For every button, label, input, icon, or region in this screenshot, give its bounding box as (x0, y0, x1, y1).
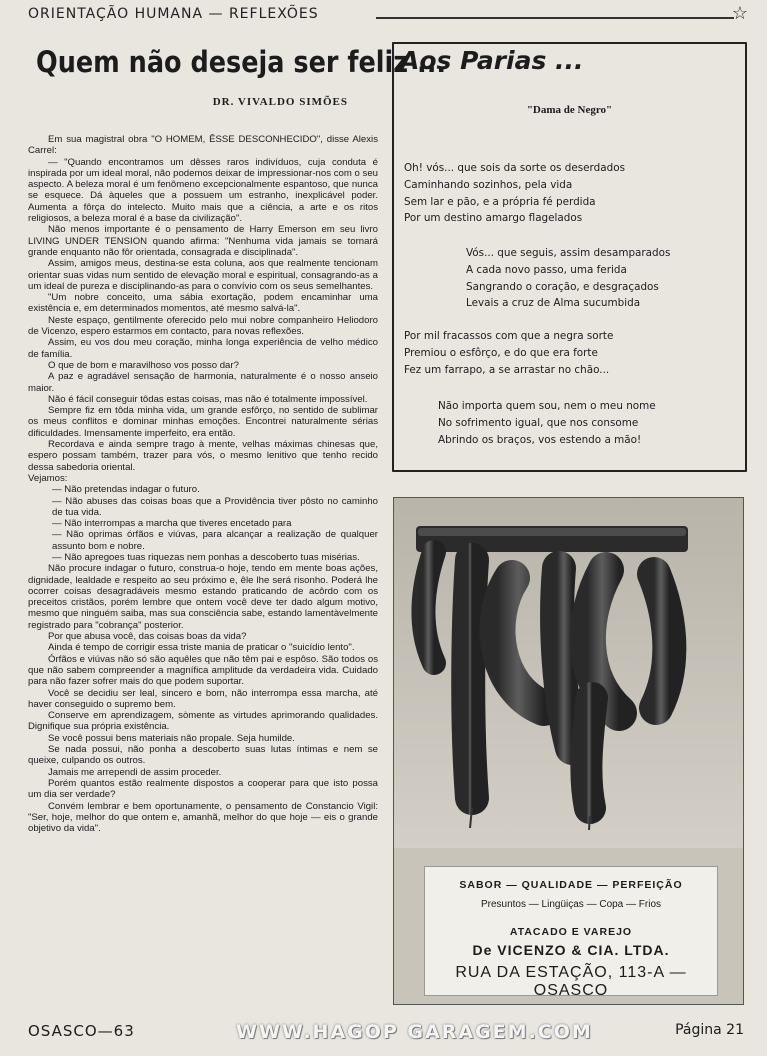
article-title: Quem não deseja ser feliz ... (36, 45, 447, 79)
ad-products: Presuntos — Lingüiças — Copa — Frios (480, 899, 662, 910)
article-paragraph: Se você possui bens materiais não propale. Seja humilde. (48, 732, 295, 744)
article-paragraph: O que de bom e maravilhoso vos posso dar? (48, 359, 239, 371)
ad-company-name: De VICENZO & CIA. LTDA. (472, 942, 670, 958)
article-paragraph: Conserve em aprendizagem, sòmente as virtudes aprimorando qualidades. Dignifique sua própria existência. (28, 710, 378, 733)
poem-stanza (404, 160, 625, 227)
poem-stanza (404, 328, 613, 378)
article-paragraph: Órfãos e viúvas não só são aquêles que não têm pai e espôso. São todos os que não sabem compreender a magnífica amplitude da verdadeira vida. Cuidado para não fazer sofrer mais do que podem suportar. (28, 653, 378, 688)
poem-line: Fez um farrapo, a se arrastar no chão... (404, 363, 610, 376)
maxim-item: — Não pretendas indagar o futuro. (52, 484, 200, 496)
sausages-photo (394, 498, 743, 848)
ad-label (424, 866, 718, 999)
article-paragraph: Não menos importante é o pensamento de Harry Emerson em seu livro LIVING UNDER TENSION quando afirma: "Nenhuma vida jamais se tornará grande enquanto não fôr orientada, consagrada e disciplinada". (28, 224, 378, 258)
section-title: ORIENTAÇÃO HUMANA — REFLEXÕES (28, 6, 319, 22)
article-column (28, 36, 447, 835)
poem-line: Sangrando o coração, e desgraçados (466, 280, 659, 293)
poem-line: Oh! vós... que sois da sorte os deserdados (404, 162, 625, 174)
maxim-item: — Não apregoes tuas riquezas nem ponhas a descoberto tuas misérias. (52, 551, 360, 563)
article-paragraph: Por que abusa você, das coisas boas da vida? (48, 631, 247, 643)
poem-line: Caminhando sozinhos, pela vida (404, 178, 573, 191)
article-paragraph: Em sua magistral obra "O HOMEM, ÊSSE DESCONHECIDO", disse Alexis Carrel: (28, 134, 378, 157)
page-number: Página 21 (675, 1022, 744, 1038)
article-paragraph: Sempre fiz em tôda minha vida, um grande esfôrço, no sentido de sublimar os meus conflitos e dominar minhas emoções. Encontrei naturalmente sérias dificuldades. Imensamente imperfeito, era então. (28, 405, 378, 439)
poem-line: Por um destino amargo flagelados (404, 212, 583, 225)
poem-stanza (466, 245, 670, 312)
article-paragraph: Assim, eu vos dou meu coração, minha longa experiência de velho médico de família. (28, 337, 378, 360)
maxim-item: — Não oprimas órfãos e viúvas, para alcançar a realização de qualquer assunto bom e nobre. (52, 529, 378, 552)
article-paragraph: Neste espaço, gentilmente oferecido pelo mui nobre companheiro Heliodoro de Vicenzo, espero estarmos em contacto, para novas reflexões. (28, 314, 378, 338)
ad-address: RUA DA ESTAÇÃO, 113-A — OSASCO (455, 964, 687, 999)
maxim-item: — Não abuses das coisas boas que a Providência tiver pôsto no caminho de tua vida. (52, 495, 378, 518)
poem-line: Sem lar e pão, e a própria fé perdida (404, 195, 596, 208)
issue-label: OSASCO—63 (28, 1022, 135, 1040)
article-paragraph: Convém lembrar e bem oportunamente, o pensamento de Constancio Vigil: "Ser, hoje, melhor do que ontem e, amanhã, melhor do que hoje — eis o grande objetivo da vida". (28, 800, 378, 835)
poem-line: No sofrimento igual, que nos consome (438, 416, 639, 429)
poem-line: Abrindo os braços, vos estendo a mão! (438, 433, 642, 446)
article-paragraph: — "Quando encontramos um dêsses raros indivíduos, cuja conduta é inspirada por um ideal moral, não podemos deixar de impressionar-nos com o seu aspecto. A beleza moral é um fenômeno excepcionalmente espantoso, que nunca se esquece. Dá àqueles que a possuem um estranho, inexplicável poder. Aumenta a fôrça do intelecto. Muito mais que a ciência, a arte e os ritos religiosos, a beleza moral é a base da civilização". (28, 156, 378, 225)
article-paragraph: Não é fácil conseguir tôdas estas coisas, mas não é totalmente impossível. (48, 393, 368, 405)
poem-author: "Dama de Negro" (526, 104, 613, 116)
poem-line: A cada novo passo, uma ferida (466, 263, 627, 276)
article-paragraph: Assim, amigos meus, destina-se esta coluna, aos que realmente tencionam orientar suas vidas num sentido de elevação moral e espiritual, consagrando-as a um ideal de pureza e disciplinando-as para o convívio com os seus semelhantes. (28, 258, 378, 292)
article-paragraph: A paz e agradável sensação de harmonia, naturalmente é o nosso anseio maior. (28, 371, 378, 394)
maxim-item: — Não interrompas a marcha que tiveres encetado para (52, 518, 292, 530)
poem-line: Não importa quem sou, nem o meu nome (438, 400, 656, 412)
page-header (28, 3, 750, 28)
poem-title: Aos Parias ... (400, 46, 584, 75)
article-paragraph: Você se decidiu ser leal, sincero e bom, não interrompa essa marcha, até haver conseguido o supremo bem. (28, 687, 378, 710)
ad-sales-type: ATACADO E VAREJO (509, 926, 633, 938)
poem-line: Por mil fracassos com que a negra sorte (404, 330, 614, 342)
article-author: DR. VIVALDO SIMÕES (212, 96, 348, 108)
poem-line: Vós... que seguis, assim desamparados (466, 247, 671, 259)
poem-stanza (438, 398, 656, 448)
article-paragraph: Jamais me arrependi de assim proceder. (48, 766, 222, 778)
article-paragraph: Não procure indagar o futuro, construa-o hoje, tendo em mente boas ações, dignidade, lealdade e respeito ao seu próximo e, êle lhe será risonho. Poderá lhe ocorrer coisas desagradáveis mesmo estando praticando de acôrdo com os preceitos cristãos, porém lembre que ontem você deve ter dado algum motivo, mesmo que ninguém saiba, mas sua consciência sabe, estando lamentàvelmente registrado para "cobrança" posterior. (28, 563, 378, 631)
article-paragraph: Vejamos: (28, 472, 68, 484)
advertisement (393, 497, 744, 1005)
page-footer (28, 1020, 750, 1044)
article-paragraph: Porém quantos estão realmente dispostos a cooperar para que isto possa um dia ser verdade? (28, 777, 378, 801)
article-body (28, 134, 378, 834)
article-paragraph: Recordava e ainda sempre trago à mente, velhas máximas chinesas que, espero possam também, trazer para vós, o mesmo lenitivo que tenho recido dessa sabedoria oriental. (28, 439, 378, 473)
star-icon: ☆ (731, 3, 748, 23)
poem-line: Levais a cruz de Alma sucumbida (466, 297, 641, 310)
header-rule (376, 17, 734, 19)
ad-slogan: SABOR — QUALIDADE — PERFEIÇÃO (459, 879, 683, 891)
watermark: WWW.HAGOP GARAGEM.COM (236, 1021, 593, 1043)
article-paragraph: Ainda é tempo de corrigir essa triste mania de praticar o "suicídio lento". (48, 642, 355, 654)
poem-line: Premiou o esfôrço, e do que era forte (404, 346, 598, 359)
article-paragraph: Se nada possui, não ponha a descoberto suas lutas íntimas e nem se queixe, culpando os outros. (28, 744, 378, 767)
poem-box (392, 42, 747, 472)
article-paragraph: "Um nobre conceito, uma sábia exortação, podem encaminhar uma existência e, em determinados momentos, até mesmo salvá-la". (28, 292, 378, 315)
maxims-list (28, 484, 378, 563)
